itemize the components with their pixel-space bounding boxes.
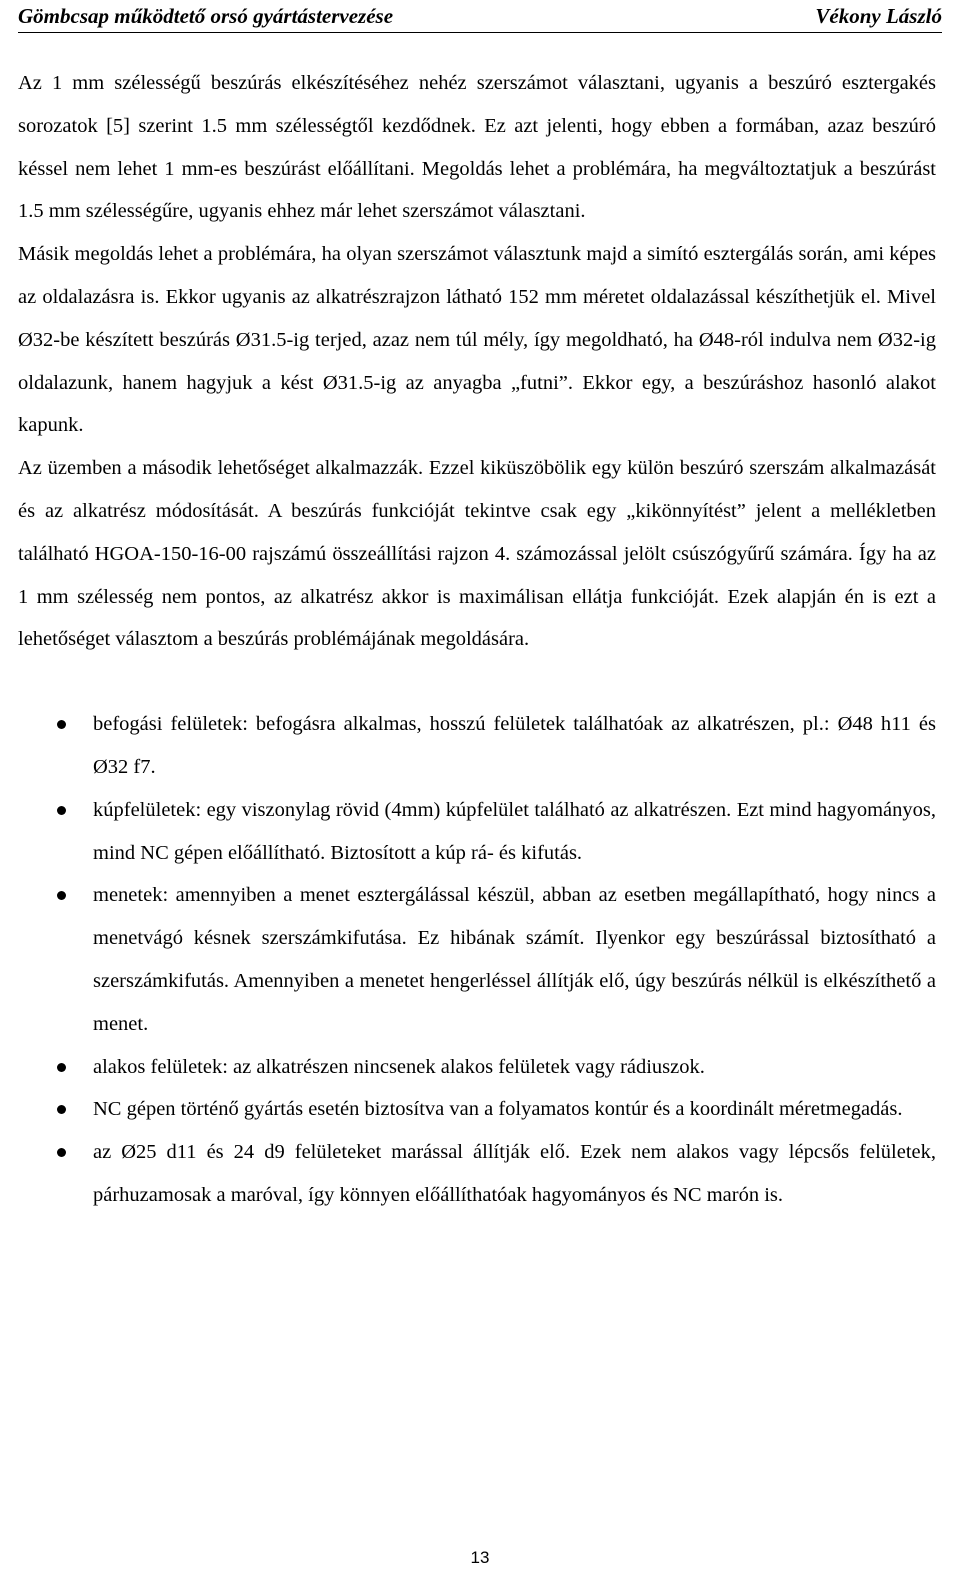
- page-number: 13: [470, 1548, 490, 1567]
- list-item-text: kúpfelületek: egy viszonylag rövid (4mm) kúpfelület található az alkatrészen. Ezt mind hagyományos, mind NC gépen előállítható. Biztosított a kúp rá- és kifutás.: [93, 798, 936, 864]
- paragraph: Az 1 mm szélességű beszúrás elkészítéséhez nehéz szerszámot választani, ugyanis a beszúró esztergakés sorozatok [5] szerint 1.5 mm szélességtől kezdődnek. Ez azt jelenti, hogy ebben a formában, azaz beszúró késsel nem lehet 1 mm-es beszúrást előállítani. Megoldás lehet a problémára, ha megváltoztatjuk a beszúrást 1.5 mm szélességűre, ugyanis ehhez már lehet szerszámot választani.: [18, 72, 936, 223]
- list-item-text: menetek: amennyiben a menet esztergálással készül, abban az esetben megállapítható, hogy nincs a menetvágó késnek szerszámkifutása. Ez hibának számít. Ilyenkor egy beszúrással biztosítható a szerszámkifutás. Amennyiben a menetet hengerléssel állítják elő, úgy beszúrás nélkül is elkészíthető a menet.: [93, 884, 936, 1035]
- page-content: [18, 62, 936, 1217]
- bullet-icon: [57, 1148, 66, 1157]
- list-item: [18, 703, 936, 789]
- list-item-text: alakos felületek: az alkatrészen nincsenek alakos felületek vagy rádiuszok.: [93, 1055, 705, 1078]
- list-item-text: az Ø25 d11 és 24 d9 felületeket marással állítják elő. Ezek nem alakos vagy lépcsős felületek, párhuzamosak a maróval, így könnyen előállíthatóak hagyományos és NC marón is.: [93, 1141, 936, 1206]
- author-name: Vékony László: [815, 3, 942, 28]
- bullet-icon: [57, 1105, 66, 1114]
- document-title: Gömbcsap működtető orsó gyártástervezése: [18, 3, 394, 28]
- list-item: [18, 1046, 936, 1089]
- paragraph: Másik megoldás lehet a problémára, ha olyan szerszámot választunk majd a simító esztergálás során, ami képes az oldalazásra is. Ekkor ugyanis az alkatrészrajzon látható 152 mm méretet oldalazással készíthetjük el. Mivel Ø32-be készített beszúrás Ø31.5-ig terjed, azaz nem túl mély, így megoldható, ha Ø48-ról indulva nem Ø32-ig oldalazunk, hanem hagyjuk a kést Ø31.5-ig az anyagba „futni”. Ekkor egy, a beszúráshoz hasonló alakot kapunk.: [18, 243, 936, 437]
- bullet-icon: [57, 806, 66, 815]
- list-item: [18, 789, 936, 875]
- list-item-text: befogási felületek: befogásra alkalmas, hosszú felületek találhatóak az alkatrészen, pl.: Ø48 h11 és Ø32 f7.: [93, 713, 936, 778]
- paragraph: Az üzemben a második lehetőséget alkalmazzák. Ezzel kiküszöbölik egy külön beszúró szerszám alkalmazását és az alkatrész módosítását. A beszúrás funkcióját tekintve csak egy „kikönnyítést” jelent a mellékletben található HGOA-150-16-00 rajszámú összeállítási rajzon 4. számozással jelölt csúszógyűrű számára. Így ha az 1 mm szélesség nem pontos, az alkatrész akkor is maximálisan ellátja funkcióját. Ezek alapján én is ezt a lehetőséget választom a beszúrás problémájának megoldására.: [18, 457, 936, 651]
- list-item: [18, 1131, 936, 1217]
- bullet-icon: [57, 720, 66, 729]
- page-header: [18, 0, 942, 33]
- bullet-icon: [57, 891, 66, 900]
- bullet-list: [18, 703, 936, 1217]
- list-item: [18, 874, 936, 1045]
- list-item-text: NC gépen történő gyártás esetén biztosítva van a folyamatos kontúr és a koordinált méretmegadás.: [93, 1098, 903, 1121]
- list-item: [18, 1088, 936, 1131]
- bullet-icon: [57, 1063, 66, 1072]
